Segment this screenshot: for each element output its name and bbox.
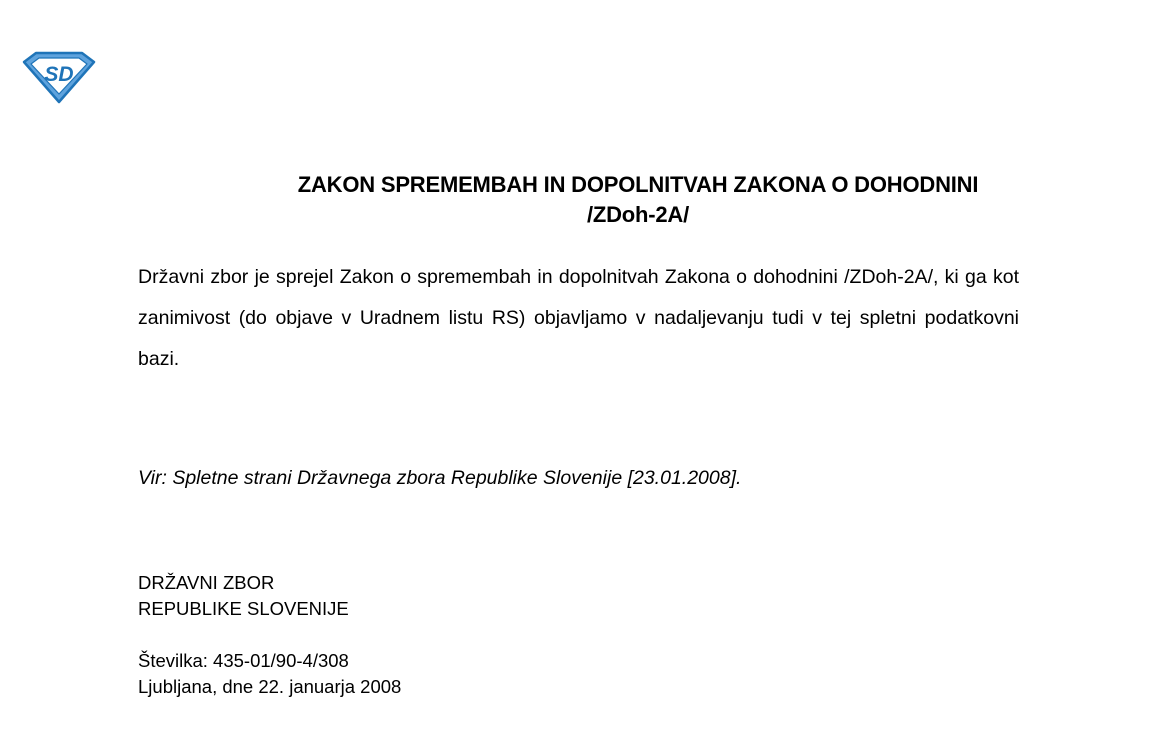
signature-institution-line1: DRŽAVNI ZBOR (138, 572, 275, 593)
document-number: Številka: 435-01/90-4/308 (138, 650, 349, 671)
sd-logo-icon (22, 50, 96, 104)
source-note: Vir: Spletne strani Državnega zbora Republike Slovenije [23.01.2008]. (138, 467, 742, 489)
document-date: Ljubljana, dne 22. januarja 2008 (138, 676, 402, 697)
logo-lettering: SD (44, 63, 74, 86)
document-subtitle: /ZDoh-2A/ (586, 202, 690, 227)
sd-logo (22, 50, 96, 104)
signature-institution-line2: REPUBLIKE SLOVENIJE (138, 598, 349, 619)
document-title: ZAKON SPREMEMBAH IN DOPOLNITVAH ZAKONA O DOHODNINI (297, 172, 979, 197)
body-paragraph: Državni zbor je sprejel Zakon o spremembah in dopolnitvah Zakona o dohodnini /ZDoh-2A/, ki ga kot zanimivost (do objave v Uradnem listu RS) objavljamo v nadaljevanju tudi v tej spletni podatkovni bazi. (138, 266, 1019, 370)
